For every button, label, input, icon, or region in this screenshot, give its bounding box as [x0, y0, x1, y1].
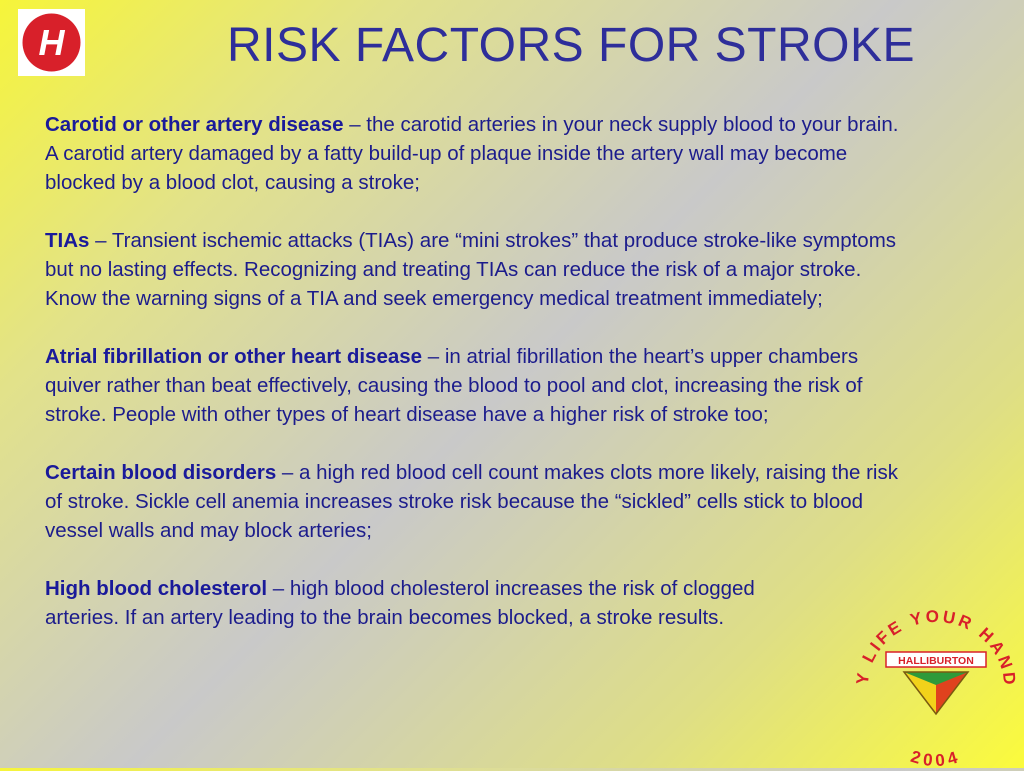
- badge-slogan: Y LIFE YOUR HAND: [852, 606, 1020, 689]
- badge-triangle-icon: [904, 672, 968, 714]
- risk-term: High blood cholesterol: [45, 577, 268, 600]
- badge-brand: HALLIBURTON: [898, 655, 974, 667]
- risk-description: – Transient ischemic attacks (TIAs) are “mini strokes” that produce stroke-like symptoms but no lasting effects. Recognizing and treating TIAs can reduce the risk of a major stroke. Know the warning signs of a TIA and seek emergency medical treatment immediately;: [45, 229, 897, 310]
- risk-item-atrial-fibrillation: [45, 342, 915, 429]
- risk-item-blood-disorders: [45, 458, 915, 545]
- risk-term: TIAs: [45, 229, 90, 252]
- risk-factor-list: [45, 110, 915, 661]
- risk-item-cholesterol: [45, 574, 805, 632]
- risk-item-tias: [45, 226, 915, 313]
- risk-description: – a high red blood cell count makes clots more likely, raising the risk of stroke. Sickle cell anemia increases stroke risk because the “sickled” cells stick to blood vessel walls and may block arteries;: [45, 461, 898, 542]
- page-title: RISK FACTORS FOR STROKE: [226, 19, 916, 72]
- safety-campaign-badge: [850, 602, 1022, 766]
- risk-term: Certain blood disorders: [45, 461, 277, 484]
- svg-text:2004: [909, 747, 964, 766]
- risk-description: – in atrial fibrillation the heart’s upper chambers quiver rather than beat effectively, causing the blood to pool and clot, increasing the risk of stroke. People with other types of heart disease have a higher risk of stroke too;: [45, 345, 863, 426]
- risk-item-carotid: [45, 110, 915, 197]
- risk-description: – the carotid arteries in your neck supply blood to your brain. A carotid artery damaged by a fatty build-up of plaque inside the artery wall may become blocked by a blood clot, causing a stroke;: [45, 113, 899, 194]
- risk-term: Atrial fibrillation or other heart disease: [45, 345, 423, 368]
- badge-year: 2004: [908, 746, 964, 766]
- risk-description: – high blood cholesterol increases the risk of clogged arteries. If an artery leading to the brain becomes blocked, a stroke results.: [45, 577, 755, 629]
- svg-text:H: H: [38, 22, 65, 63]
- risk-term: Carotid or other artery disease: [45, 113, 344, 136]
